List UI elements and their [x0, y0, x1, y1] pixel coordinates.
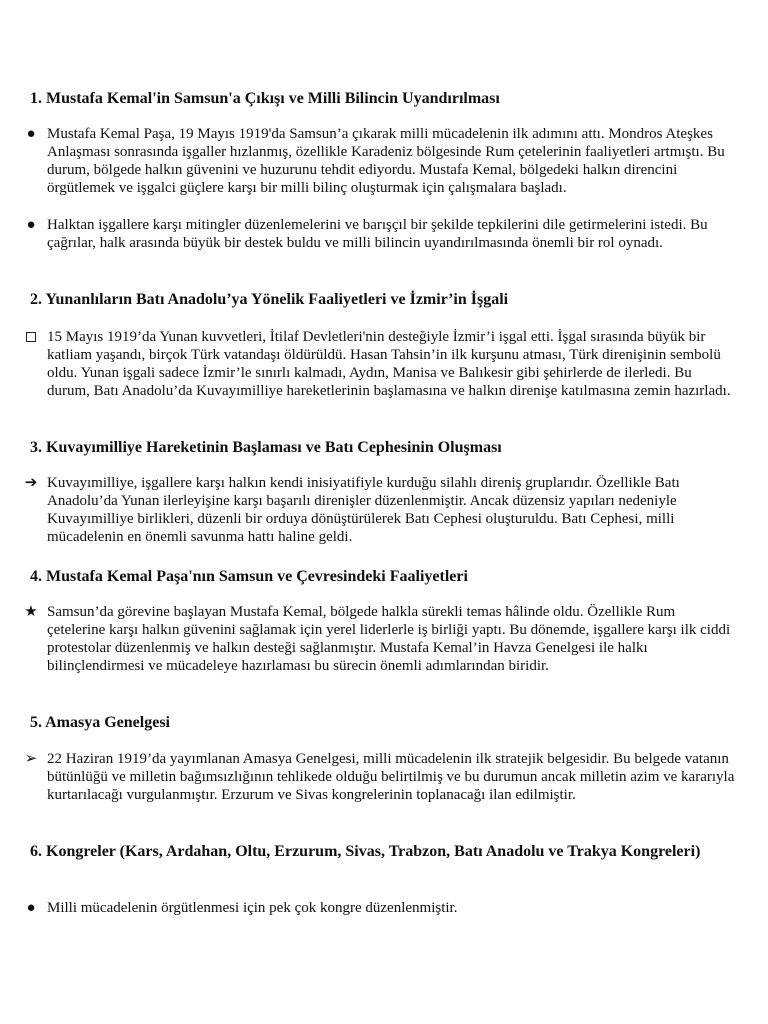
paragraph-text: 15 Mayıs 1919’da Yunan kuvvetleri, İtilaf Devletleri'nin desteğiyle İzmir’i işgal etti. İşgal sırasında büyük bir katliam yaşandı, birçok Türk vatandaşı öldürüldü. Hasan Tahsin’in ilk kurşunu atması, Türk direnişinin sembolü oldu. Yunan işgali sadece İzmir’le sınırlı kalmadı, Aydın, Manisa ve Balıkesir gibi şehirlerde de ilerledi. Bu durum, Batı Anadolu’da Kuvayımilliye hareketlerinin başlamasına ve halkın direnişe katılmasına zemin hazırladı.: [47, 329, 731, 399]
section-6-heading: 6. Kongreler (Kars, Ardahan, Oltu, Erzurum, Sivas, Trabzon, Batı Anadolu ve Trakya Kongreleri): [30, 843, 701, 860]
section-2-item-1: [22, 328, 742, 400]
paragraph-text: Samsun’da görevine başlayan Mustafa Kemal, bölgede halkla sürekli temas hâlinde oldu. Özellikle Rum çetelerine karşı halkın güvenini sağlamak için yerel liderlerle iş birliği yaptı. Bu dönemde, işgallere karşı ilk ciddi protestolar düzenlenmiş ve halkın desteği sağlanmıştır. Mustafa Kemal’in Havza Genelgesi ile halkı bilinçlendirmesi ve mücadeleye hazırlaması bu sürecin önemli adımlarından biridir.: [47, 604, 731, 674]
section-1-bullet-item-2: [22, 216, 742, 252]
bullet-icon: ●: [26, 900, 36, 916]
section-3-heading: 3. Kuvayımilliye Hareketinin Başlaması ve Batı Cephesinin Oluşması: [30, 439, 502, 456]
section-2-heading: 2. Yunanlıların Batı Anadolu’ya Yönelik Faaliyetleri ve İzmir’in İşgali: [30, 291, 509, 308]
section-3-item-1: [22, 474, 742, 546]
section-1-heading: 1. Mustafa Kemal'in Samsun'a Çıkışı ve Milli Bilincin Uyandırılması: [30, 90, 500, 107]
section-1-bullet-item-1: [22, 125, 742, 197]
bullet-icon: ●: [26, 126, 36, 142]
paragraph-text: Kuvayımilliye, işgallere karşı halkın kendi inisiyatifiyle kurduğu silahlı direniş gruplarıdır. Özellikle Batı Anadolu’da Yunan ilerleyişine karşı başarılı direnişler düzenlenmiştir. Ancak düzensiz yapıları nedeniyle Kuvayımilliye birlikleri, düzenli bir orduya dönüştürülerek Batı Cephesi oluşturuldu. Batı Cephesi, milli mücadelenin en önemli savunma hattı haline geldi.: [47, 475, 680, 545]
paragraph-text: Mustafa Kemal Paşa, 19 Mayıs 1919'da Samsun’a çıkarak milli mücadelenin ilk adımını attı. Mondros Ateşkes Anlaşması sonrasında işgaller hızlanmış, özellikle Karadeniz bölgesinde Rum çetelerinin faaliyetleri artmıştı. Bu durum, bölgede halkın güvenini ve huzurunu tehdit ediyordu. Mustafa Kemal, bölgedeki halkın direncini örgütlemek ve işgalci güçlere karşı bir milli bilinç oluşturmak için çalışmalara başladı.: [47, 126, 725, 196]
checkbox-square-icon: [26, 332, 36, 342]
arrowhead-icon: ➢: [24, 751, 38, 767]
star-icon: ★: [24, 604, 38, 620]
paragraph-text: 22 Haziran 1919’da yayımlanan Amasya Genelgesi, milli mücadelenin ilk stratejik belgesidir. Bu belgede vatanın bütünlüğü ve milletin bağımsızlığının tehlikede olduğu belirtilmiş ve bu durumun ancak milletin azim ve kararıyla kurtarılacağı vurgulanmıştır. Erzurum ve Sivas kongrelerinin toplanacağı ilan edilmiştir.: [47, 751, 735, 803]
section-5-item-1: [22, 750, 742, 804]
section-4-item-1: [22, 603, 742, 675]
section-5-heading: 5. Amasya Genelgesi: [30, 714, 170, 731]
section-6-bullet-item-1: [22, 899, 742, 917]
arrow-right-icon: ➔: [24, 475, 38, 491]
paragraph-text: Halktan işgallere karşı mitingler düzenlemelerini ve barışçıl bir şekilde tepkilerini dile getirmelerini istedi. Bu çağrılar, halk arasında büyük bir destek buldu ve milli bilincin uyandırılmasında önemli bir rol oynadı.: [47, 217, 708, 251]
section-4-heading: 4. Mustafa Kemal Paşa'nın Samsun ve Çevresindeki Faaliyetleri: [30, 568, 468, 585]
paragraph-text: Milli mücadelenin örgütlenmesi için pek çok kongre düzenlenmiştir.: [47, 900, 458, 916]
bullet-icon: ●: [26, 217, 36, 233]
